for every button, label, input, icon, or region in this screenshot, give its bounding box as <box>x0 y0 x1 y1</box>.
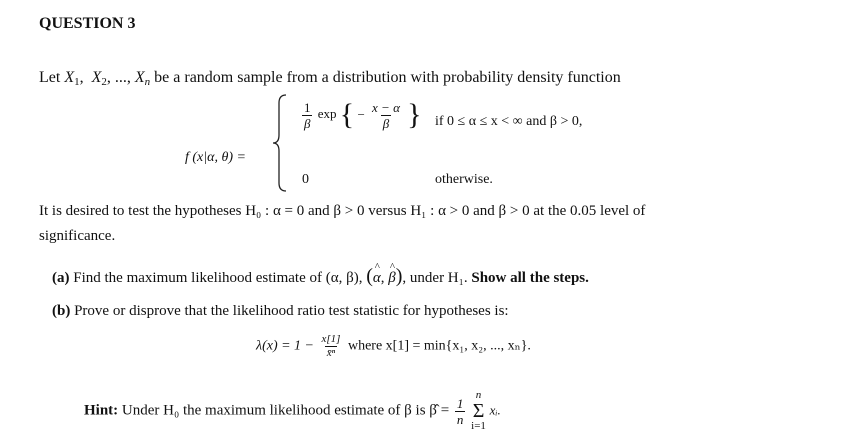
pdf-case2-value: 0 <box>302 172 309 187</box>
intro-text: Let $X_1$, $X_2$, ..., $X_n$ be a random sample from a distribution with probability density function <box>39 69 621 88</box>
hypothesis-line-2: significance. <box>39 228 116 244</box>
pdf-case1-condition: if 0 ≤ α ≤ x < ∞ and β > 0, <box>435 114 583 129</box>
hint <box>84 390 501 432</box>
part-a: (a) Find the maximum likelihood estimate of (α, β), (^ α, ^ β), under H₁. Show all the steps. <box>52 265 589 288</box>
pdf-case2-condition: otherwise. <box>435 172 493 187</box>
intro-prefix: Let <box>39 69 65 86</box>
sum-operator: n Σ i=1 <box>471 389 486 432</box>
hint-fraction: $\frac{1}{n}$ <box>456 395 464 427</box>
hypothesis-line-1: It is desired to test the hypotheses H₀ : α = 0 and β > 0 versus H₁ : α > 0 and β > 0 at the 0.05 level of <box>39 203 646 219</box>
part-b-text: Prove or disprove that the likelihood ratio test statistic for hypotheses is: <box>74 303 509 319</box>
part-b-label: (b) <box>52 303 71 319</box>
part-a-emphasis: Show all the steps. <box>471 270 589 286</box>
question-title: QUESTION 3 <box>39 15 136 32</box>
hint-text: Under H₀ the maximum likelihood estimate of β is β̂ = <box>121 402 450 419</box>
part-a-text2: , under H₁. <box>402 270 468 286</box>
hint-label: Hint: <box>84 402 119 419</box>
pdf-case1-exp-argument: $\frac{x - \alpha}{\beta}$ <box>372 99 400 131</box>
pdf-lhs: f (x|α, θ) = <box>185 150 246 165</box>
pdf-case1-expression: $\frac{1}{\beta}$ exp { − $\frac{x - \alpha}{\beta}$ } <box>304 98 422 131</box>
part-b <box>52 303 509 320</box>
lrt-formula <box>256 334 531 359</box>
sum-term: xᵢ. <box>489 402 501 418</box>
part-a-label: (a) <box>52 270 70 286</box>
lrt-formula-lhs: λ(x) = 1 − <box>256 338 314 354</box>
exp-function: exp <box>317 105 337 121</box>
pdf-case1-fraction: $\frac{1}{\beta}$ <box>304 99 311 131</box>
lrt-formula-fraction: $\frac{x[1]}{\text{x̄ⁿ}}$ <box>321 333 341 359</box>
lrt-formula-where: where x[1] = min{x₁, x₂, ..., xₙ}. <box>347 338 531 354</box>
part-a-text: Find the maximum likelihood estimate of (α, β), <box>73 270 363 286</box>
intro-suffix: be a random sample from a distribution with probability density function <box>150 69 621 86</box>
piecewise-brace <box>270 93 290 193</box>
